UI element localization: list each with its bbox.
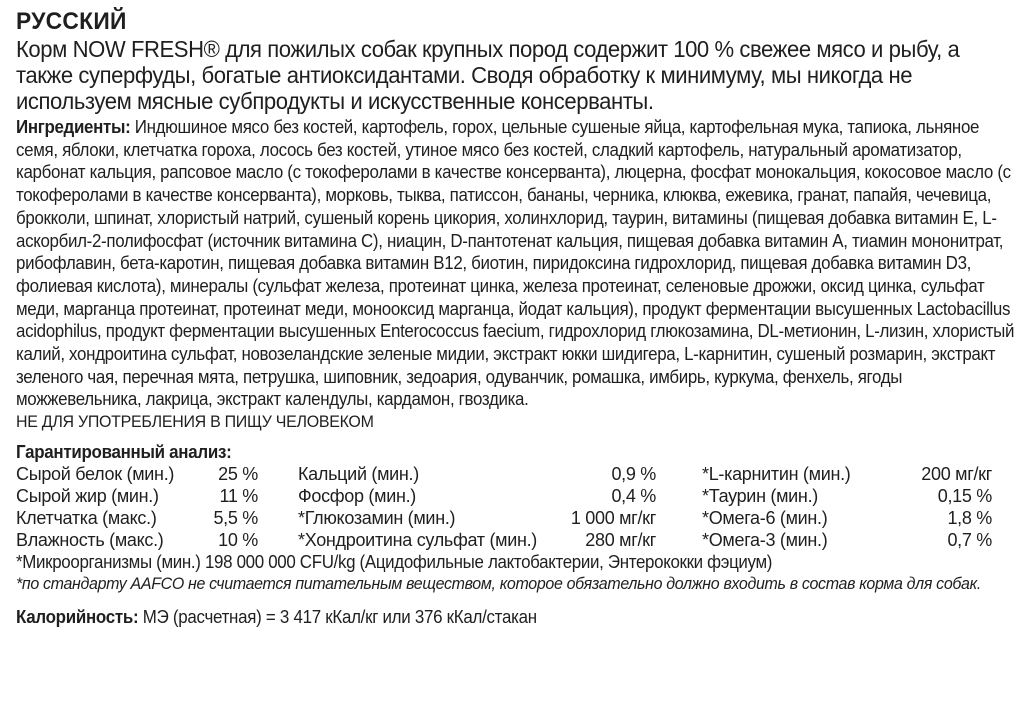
analysis-value: 1 000 мг/кг [570, 508, 656, 529]
analysis-name: Клетчатка (макс.) [16, 508, 157, 529]
analysis-value: 11 % [219, 486, 258, 507]
calories-line [16, 606, 947, 628]
analysis-value: 280 мг/кг [585, 530, 656, 551]
aafco-footnote: *по стандарту AAFCO не считается питательным веществом, которое обязательно должно входить в состав корма для собак. [16, 574, 981, 594]
analysis-value: 0,7 % [947, 530, 992, 551]
analysis-name: *Глюкозамин (мин.) [298, 508, 456, 529]
analysis-name: *Таурин (мин.) [702, 486, 818, 507]
analysis-value: 25 % [218, 464, 258, 485]
analysis-name: *Омега-3 (мин.) [702, 530, 828, 551]
analysis-name: *Омега-6 (мин.) [702, 508, 828, 529]
analysis-name: *Хондроитина сульфат (мин.) [298, 530, 538, 551]
analysis-name: *L-карнитин (мин.) [702, 464, 851, 485]
analysis-value: 0,15 % [937, 486, 992, 507]
analysis-name: Фосфор (мин.) [298, 486, 416, 507]
intro-paragraph: Корм NOW FRESH® для пожилых собак крупных пород содержит 100 % свежее мясо и рыбу, а также суперфуды, богатые антиоксидантами. Сводя обработку к минимуму, мы никогда не используем мясные субпродукты и искусственные консерванты. [16, 36, 960, 114]
warning-text: НЕ ДЛЯ УПОТРЕБЛЕНИЯ В ПИЩУ ЧЕЛОВЕКОМ [16, 412, 374, 432]
ingredients-paragraph [16, 116, 1020, 411]
calories-text: МЭ (расчетная) = 3 417 кКал/кг или 376 кКал/стакан [138, 607, 537, 628]
ingredients-text: Индюшиное мясо без костей, картофель, горох, цельные сушеные яйца, картофельная мука, тапиока, льняное семя, яблоки, клетчатка гороха, лосось без костей, утиное мясо без костей, сладкий картофель, натуральный ароматизатор, карбонат кальция, рапсовое масло (с токоферолами в качестве консерванта), люцерна, фосфат монокальция, кокосовое масло (с токоферолами в качестве консерванта), морковь, тыква, патиссон, бананы, черника, клюква, ежевика, гранат, папайя, чечевица, брокколи, шпинат, хлористый натрий, сушеный корень цикория, холинхлорид, таурин, витамины (пищевая добавка витамин Е, L-аскорбил-2-полифосфат (источник витамина С), ниацин, D-пантотенат кальция, пищевая добавка витамин А, тиамин мононитрат, рибофлавин, бета-каротин, пищевая добавка витамин В12, биотин, пиридоксина гидрохлорид, пищевая добавка витамин D3, фолиевая кислота), минералы (сульфат железа, протеинат цинка, железа протеинат, селеновые дрожжи, оксид цинка, сульфат меди, марганца протеинат, протеинат меди, монооксид марганца, йодат кальция), продукт ферментации высушенных Lactobacillus acidophilus, продукт ферментации высушенных Enterococcus faecium, гидрохлорид глюкозамина, DL-метионин, L-лизин, хлористый калий, хондроитина сульфат, новозеландские зеленые мидии, экстракт юкки шидигера, L-карнитин, сушеный розмарин, экстракт зеленого чая, перечная мята, петрушка, шиповник, зедоария, одуванчик, ромашка, имбирь, куркума, фенхель, ягоды можжевельника, лакрица, экстракт календулы, кардамон, гвоздика. [16, 117, 1015, 410]
analysis-name: Кальций (мин.) [298, 464, 419, 485]
analysis-title: Гарантированный анализ: [16, 442, 232, 463]
analysis-name: Сырой белок (мин.) [16, 464, 175, 485]
analysis-value: 0,4 % [611, 486, 656, 507]
ingredients-label: Ингредиенты: [16, 117, 131, 137]
analysis-value: 200 мг/кг [921, 464, 992, 485]
calories-label: Калорийность: [16, 607, 139, 628]
analysis-value: 1,8 % [947, 508, 992, 529]
analysis-table [16, 463, 1006, 551]
language-heading: РУССКИЙ [16, 8, 127, 35]
microorganisms-note: *Микроорганизмы (мин.) 198 000 000 CFU/kg (Ацидофильные лактобактерии, Энтерококки фэциум) [16, 552, 773, 573]
analysis-value: 10 % [218, 530, 258, 551]
analysis-value: 5,5 % [213, 508, 258, 529]
analysis-name: Сырой жир (мин.) [16, 486, 159, 507]
analysis-name: Влажность (макс.) [16, 530, 164, 551]
analysis-value: 0,9 % [611, 464, 656, 485]
